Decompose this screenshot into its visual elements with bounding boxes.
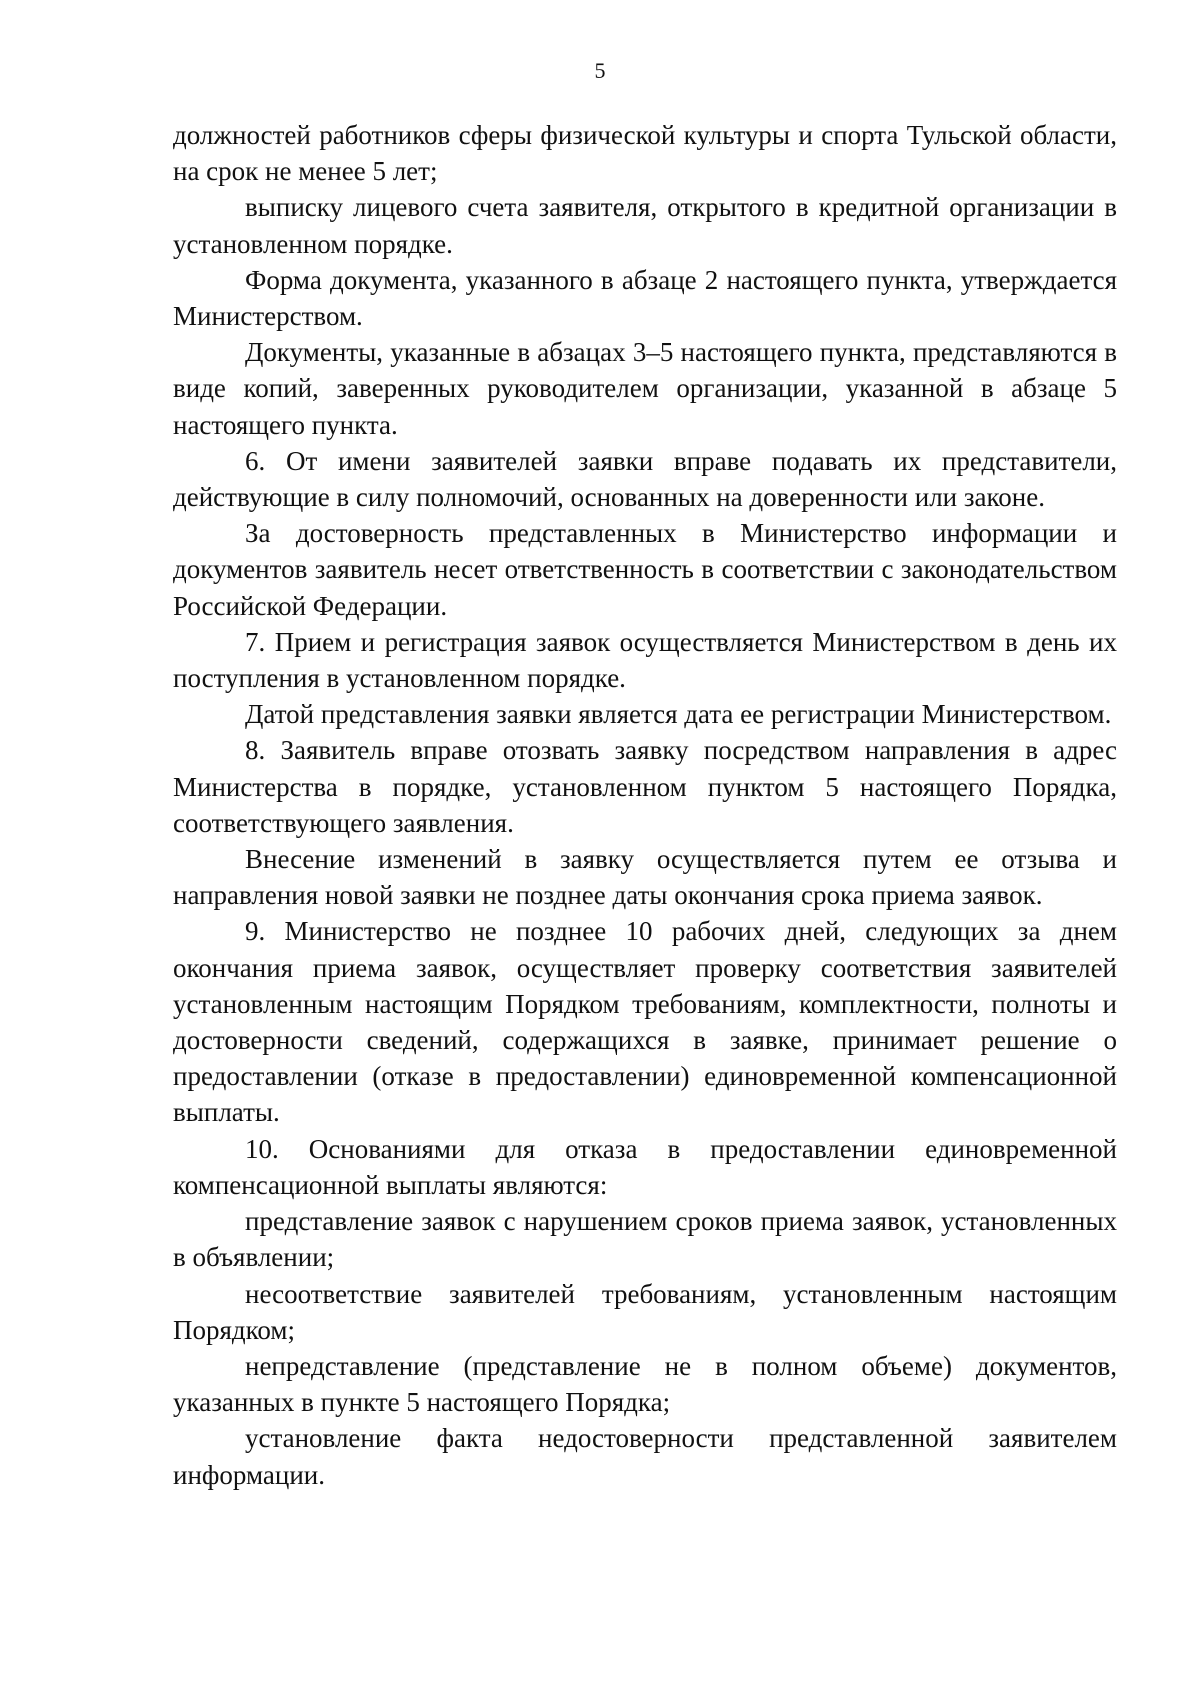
paragraph-item-10: 10. Основаниями для отказа в предоставлении единовременной компенсационной выплаты являются: bbox=[173, 1133, 1117, 1200]
page-number: 5 bbox=[594, 58, 606, 83]
paragraph-document-copies: Документы, указанные в абзацах 3–5 настоящего пункта, представляются в виде копий, заверенных руководителем организации, указанной в абзаце 5 настоящего пункта. bbox=[173, 337, 1117, 440]
paragraph-ground-deadline: представление заявок с нарушением сроков приема заявок, установленных в объявлении; bbox=[173, 1206, 1117, 1273]
paragraph-submission-date: Датой представления заявки является дата ее регистрации Министерством. bbox=[245, 699, 1112, 730]
paragraph-changes: Внесение изменений в заявку осуществляется путем ее отзыва и направления новой заявки не позднее даты окончания срока приема заявок. bbox=[173, 844, 1117, 911]
paragraph-account-statement: выписку лицевого счета заявителя, открытого в кредитной организации в установленном порядке. bbox=[173, 192, 1117, 259]
paragraph-continuation: должностей работников сферы физической культуры и спорта Тульской области, на срок не менее 5 лет; bbox=[173, 120, 1117, 187]
paragraph-ground-requirements: несоответствие заявителей требованиям, установленным настоящим Порядком; bbox=[173, 1278, 1117, 1345]
paragraph-document-form: Форма документа, указанного в абзаце 2 настоящего пункта, утверждается Министерством. bbox=[173, 264, 1117, 332]
paragraph-item-7: 7. Прием и регистрация заявок осуществляется Министерством в день их поступления в установленном порядке. bbox=[173, 626, 1117, 694]
paragraph-ground-unreliable: установление факта недостоверности представленной заявителем информации. bbox=[173, 1423, 1117, 1490]
paragraph-item-9: 9. Министерство не позднее 10 рабочих дней, следующих за днем окончания приема заявок, осуществляет проверку соответствия заявителей установленным настоящим Порядком требованиям, комплектности, полноты и достоверности сведений, содержащихся в заявке, принимает решение о предоставлении (отказе в предоставлении) единовременной компенсационной выплаты. bbox=[173, 916, 1117, 1128]
paragraph-reliability: За достоверность представленных в Министерство информации и документов заявитель несет ответственность в соответствии с законодательством Российской Федерации. bbox=[173, 518, 1117, 621]
paragraph-item-8: 8. Заявитель вправе отозвать заявку посредством направления в адрес Министерства в порядке, установленном пунктом 5 настоящего Порядка, соответствующего заявления. bbox=[173, 735, 1117, 838]
document-body bbox=[173, 117, 1117, 1493]
paragraph-ground-documents: непредставление (представление не в полном объеме) документов, указанных в пункте 5 настоящего Порядка; bbox=[173, 1350, 1117, 1418]
paragraph-item-6: 6. От имени заявителей заявки вправе подавать их представители, действующие в силу полномочий, основанных на доверенности или законе. bbox=[173, 445, 1117, 513]
